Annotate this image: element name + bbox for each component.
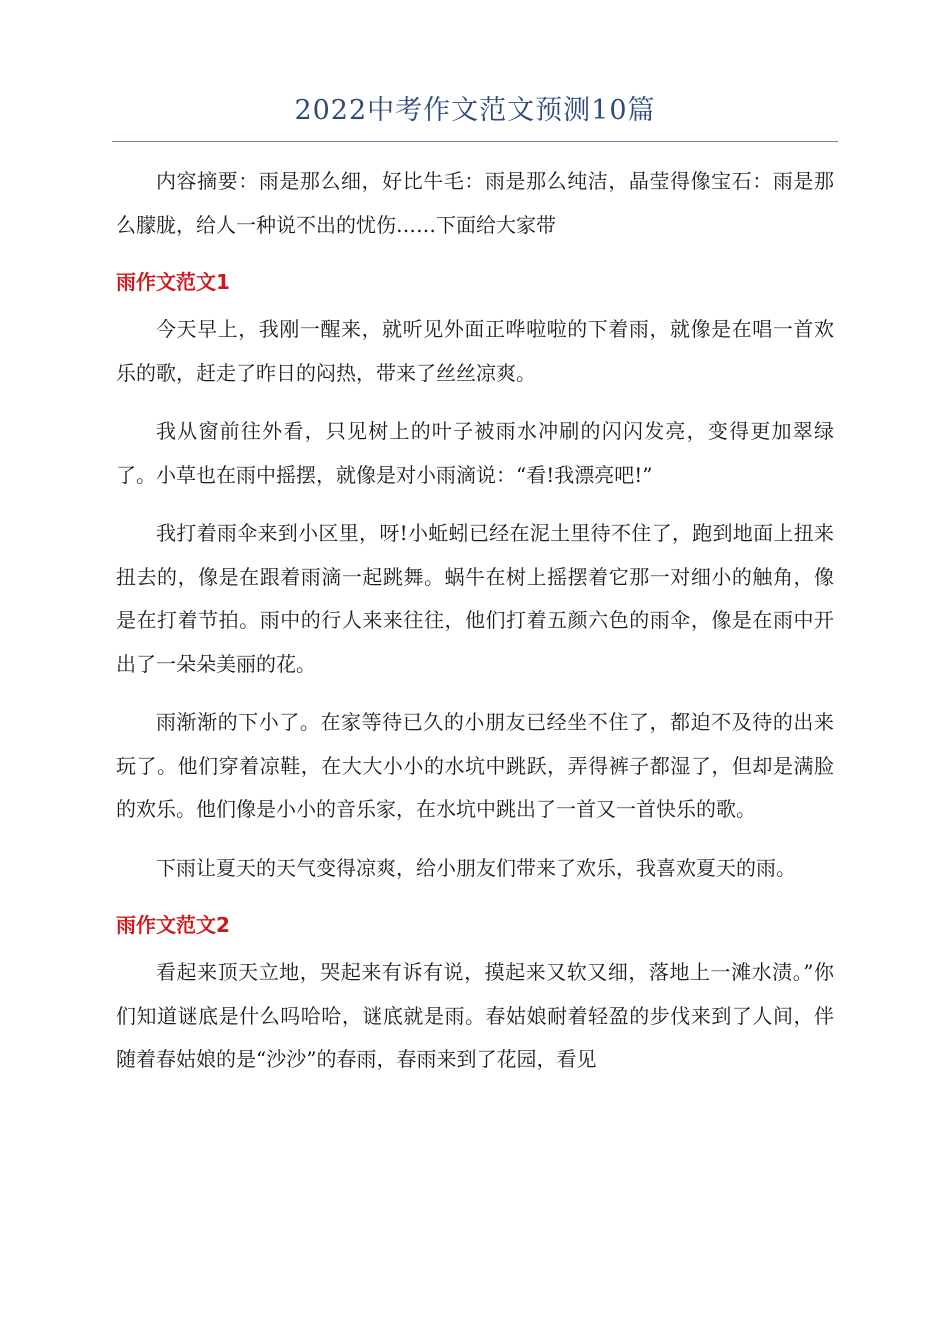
essay-paragraph: 雨渐渐的下小了。在家等待已久的小朋友已经坐不住了，都迫不及待的出来玩了。他们穿着凉鞋，在大大小小的水坑中跳跃，弄得裤子都湿了，但却是满脸的欢乐。他们像是小小的音乐家，在水坑中跳出了一首又一首快乐的歌。 xyxy=(116,710,834,821)
essay-section-1 xyxy=(116,262,834,890)
document-body xyxy=(116,160,834,1097)
document-title: 2022中考作文范文预测10篇 xyxy=(294,95,656,126)
essay-paragraph: 下雨让夏天的天气变得凉爽，给小朋友们带来了欢乐，我喜欢夏天的雨。 xyxy=(156,855,796,880)
essay-paragraph: 我从窗前往外看，只见树上的叶子被雨水冲刷的闪闪发亮，变得更加翠绿了。小草也在雨中摇摆，就像是对小雨滴说：“看!我漂亮吧!” xyxy=(116,419,834,487)
summary-paragraph: 内容摘要：雨是那么细，好比牛毛：雨是那么纯洁，晶莹得像宝石：雨是那么朦胧，给人一种说不出的忧伤……下面给大家带 xyxy=(116,169,834,237)
section-heading: 雨作文范文2 xyxy=(116,913,230,937)
essay-paragraph: 我打着雨伞来到小区里，呀!小蚯蚓已经在泥土里待不住了，跑到地面上扭来扭去的，像是在跟着雨滴一起跳舞。蜗牛在树上摇摆着它那一对细小的触角，像是在打着节拍。雨中的行人来来往往，他们打着五颜六色的雨伞，像是在雨中开出了一朵朵美丽的花。 xyxy=(116,521,834,676)
essay-paragraph: 看起来顶天立地，哭起来有诉有说，摸起来又软又细，落地上一滩水渍。”你们知道谜底是什么吗哈哈，谜底就是雨。春姑娘耐着轻盈的步伐来到了人间，伴随着春姑娘的是“沙沙”的春雨，春雨来到了花园，看见 xyxy=(116,960,834,1071)
section-heading: 雨作文范文1 xyxy=(116,270,230,294)
essay-section-2 xyxy=(116,905,834,1082)
title-divider xyxy=(112,141,838,142)
essay-paragraph: 今天早上，我刚一醒来，就听见外面正哗啦啦的下着雨，就像是在唱一首欢乐的歌，赶走了昨日的闷热，带来了丝丝凉爽。 xyxy=(116,317,834,385)
